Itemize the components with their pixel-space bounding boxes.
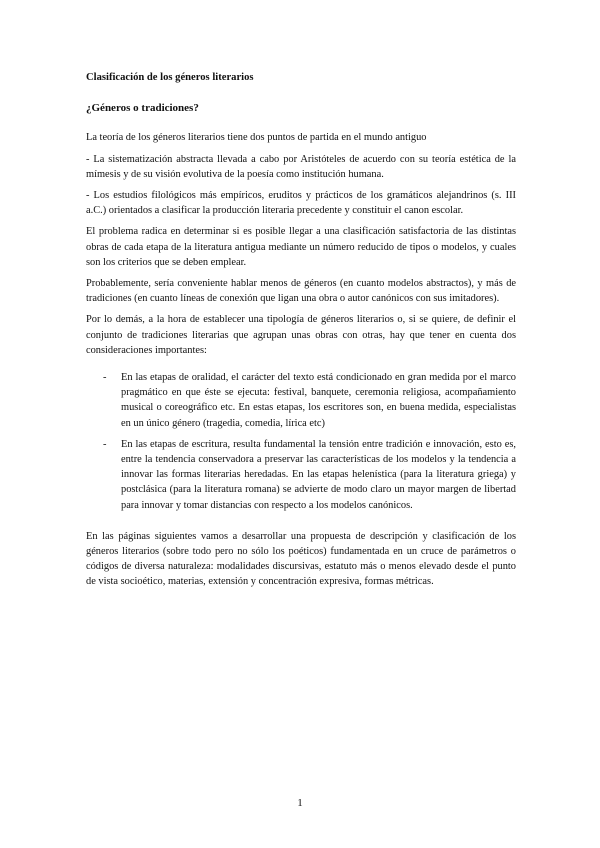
- list-bullet: -: [103, 438, 107, 450]
- traditions-paragraph: Probablemente, sería conveniente hablar menos de géneros (en cuanto modelos abstractos), y más de tradiciones (en cuanto líneas de conexión que ligan una obra o autor canónicos con sus imitadores).: [86, 278, 516, 305]
- page-number: 1: [297, 797, 303, 809]
- list-bullet: -: [103, 372, 107, 384]
- alexandrian-paragraph: - Los estudios filológicos más empíricos, eruditos y prácticos de los gramáticos alejandrinos (s. III a.C.) orientados a clasificar la producción literaria precedente y constituir el canon escolar.: [86, 190, 516, 217]
- considerations-list: [86, 370, 516, 513]
- section-heading: ¿Géneros o tradiciones?: [86, 102, 199, 115]
- considerations-paragraph: Por lo demás, a la hora de establecer una tipología de géneros literarios o, si se quiere, de definir el conjunto de tradiciones literarias que agrupan unas obras con otras, hay que tener en cuenta dos consideraciones importantes:: [86, 314, 516, 356]
- list-item-text: En las etapas de escritura, resulta fundamental la tensión entre tradición e innovación, esto es, entre la tendencia conservadora a preservar las características de los modelos y la tendencia a innovar las formas literarias heredadas. En las etapas helenística (para la literatura griega) y postclásica (para la literatura romana) se advierte de modo claro un mayor margen de libertad para innovar y tomar distancias con respecto a los modelos canónicos.: [121, 438, 516, 511]
- list-item: [86, 437, 516, 513]
- document-title: Clasificación de los géneros literarios: [86, 72, 254, 83]
- aristotle-paragraph: - La sistematización abstracta llevada a cabo por Aristóteles de acuerdo con su teoría estética de la mímesis y de su visión evolutiva de la poesía como institución humana.: [86, 153, 516, 180]
- document-page: [86, 70, 516, 596]
- problem-paragraph: El problema radica en determinar si es posible llegar a una clasificación satisfactoria de las distintas obras de cada etapa de la literatura antigua mediante un número reducido de tipos o modelos, y cuales son los criterios que se deben emplear.: [86, 226, 516, 268]
- list-item-text: En las etapas de oralidad, el carácter del texto está condicionado en gran medida por el marco pragmático en que éste se ejecuta: festival, banquete, ceremonia religiosa, acompañamiento musical o coreográfico etc. En estas etapas, los escritores son, en buena medida, especialistas en un único género (tragedia, comedia, lírica etc): [121, 372, 516, 429]
- intro-paragraph: La teoría de los géneros literarios tiene dos puntos de partida en el mundo antiguo: [86, 132, 427, 144]
- list-item: [86, 370, 516, 431]
- closing-paragraph: En las páginas siguientes vamos a desarrollar una propuesta de descripción y clasificación de los géneros literarios (sobre todo pero no sólo los poéticos) fundamentada en un cruce de parámetros o códigos de diversa naturaleza: modalidades discursivas, estatuto más o menos elevado desde el punto de vista socioético, materias, extensión y concentración expresiva, formas métricas.: [86, 530, 516, 588]
